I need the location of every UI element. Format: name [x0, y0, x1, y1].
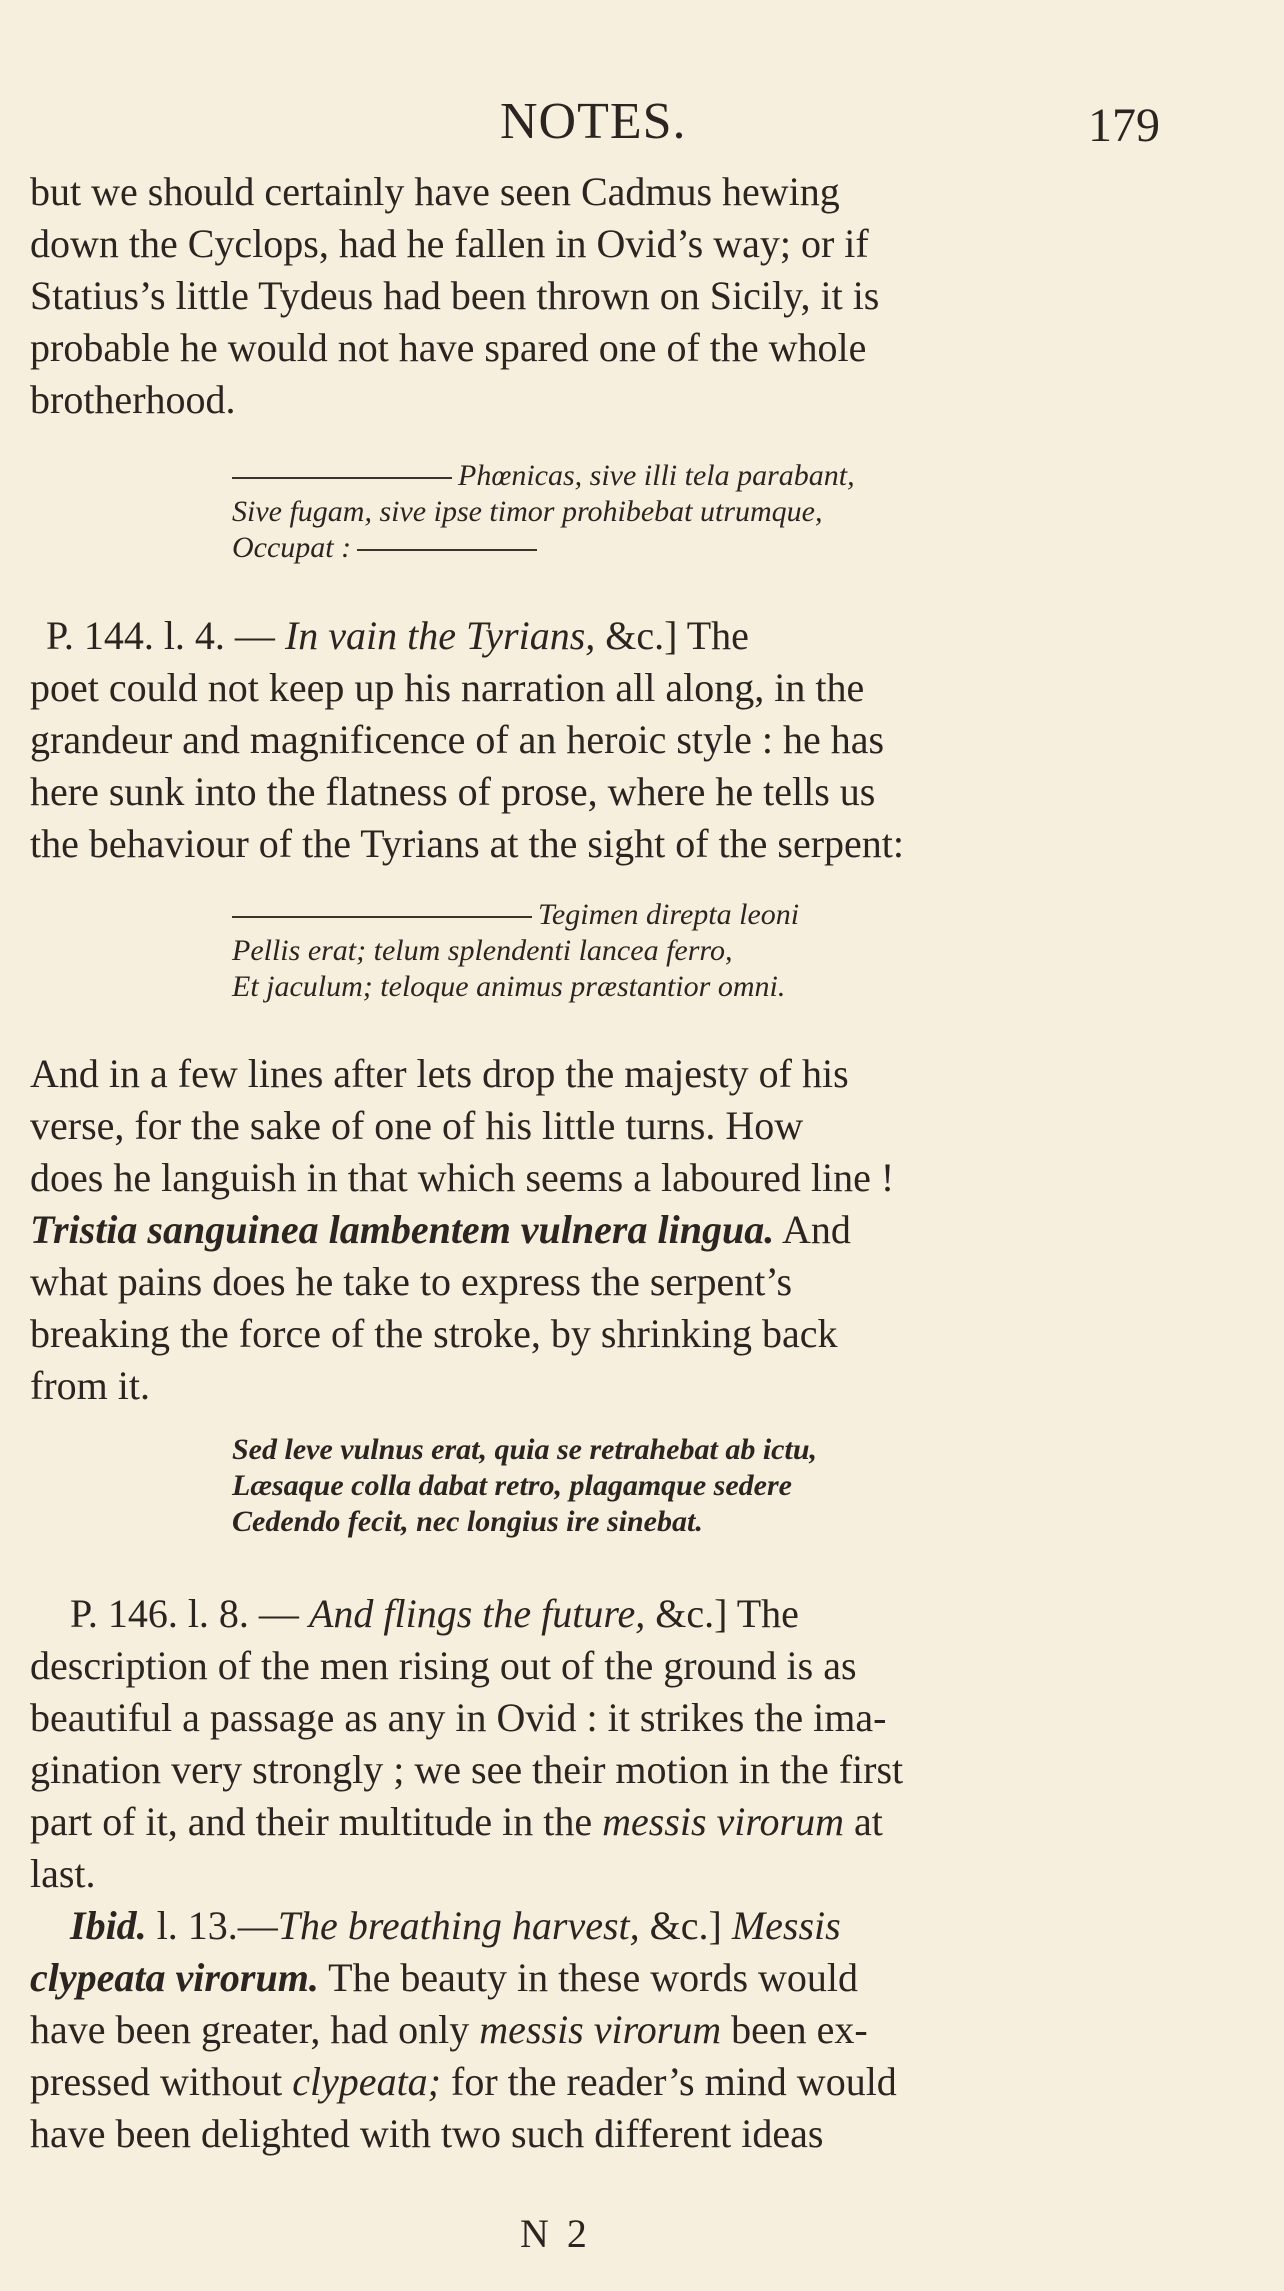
- latin-phrase: messis virorum: [479, 2007, 722, 2052]
- note-lemma: And flings the future,: [308, 1591, 646, 1636]
- ibid-marker: Ibid.: [70, 1903, 147, 1948]
- quote-line: Sive fugam, sive ipse timor prohibebat utrumque,: [232, 495, 823, 528]
- quote-line: Tegimen direpta leoni: [232, 897, 799, 933]
- latin-phrase: clypeata;: [292, 2059, 441, 2104]
- text-line: have been greater, had only messis virorum been ex-: [30, 2007, 868, 2052]
- text-line: poet could not keep up his narration all along, in the: [30, 665, 865, 710]
- text-line: beautiful a passage as any in Ovid : it strikes the ima-: [30, 1695, 887, 1740]
- note-paragraph: [30, 1588, 1150, 1900]
- dash-rule: [232, 916, 532, 918]
- text-line: probable he would not have spared one of the whole: [30, 325, 867, 370]
- page-number: 179: [1088, 99, 1160, 152]
- latin-phrase: Messis: [731, 1903, 841, 1948]
- latin-quotation: [232, 1432, 817, 1540]
- note-heading-line: P. 146. l. 8. — And flings the future, &c.] The: [70, 1591, 799, 1636]
- quote-line: Sed leve vulnus erat, quia se retrahebat ab ictu,: [232, 1433, 817, 1466]
- note-paragraph: [30, 1900, 1150, 2160]
- text-line: have been delighted with two such different ideas: [30, 2111, 824, 2156]
- text-line: description of the men rising out of the ground is as: [30, 1643, 857, 1688]
- text-line: does he languish in that which seems a laboured line !: [30, 1155, 895, 1200]
- quote-line: Occupat :: [232, 530, 855, 566]
- note-heading-line: Ibid. l. 13.—The breathing harvest, &c.] Messis: [70, 1903, 841, 1948]
- note-lemma: In vain the Tyrians,: [284, 613, 596, 658]
- page-header: [0, 92, 1284, 162]
- note-heading-line: P. 144. l. 4. — In vain the Tyrians, &c.] The: [46, 613, 749, 658]
- dash-rule: [357, 549, 537, 551]
- text-line: Tristia sanguinea lambentem vulnera lingua. And: [30, 1207, 851, 1252]
- text-line: the behaviour of the Tyrians at the sight of the serpent:: [30, 821, 905, 866]
- text-line: brotherhood.: [30, 377, 236, 422]
- paragraph-continuation: [30, 166, 1150, 426]
- text-line: Statius’s little Tydeus had been thrown on Sicily, it is: [30, 273, 880, 318]
- quote-line: Pellis erat; telum splendenti lancea ferro,: [232, 934, 733, 967]
- text-line: part of it, and their multitude in the messis virorum at: [30, 1799, 883, 1844]
- dash-rule: [232, 477, 452, 479]
- running-head: NOTES.: [500, 93, 687, 150]
- text-line: last.: [30, 1851, 96, 1896]
- note-lemma: The breathing harvest,: [277, 1903, 640, 1948]
- line-reference: l. 13.—: [156, 1903, 278, 1948]
- page-line-reference: P. 144. l. 4. —: [46, 613, 275, 658]
- commentary-paragraph: [30, 1048, 1150, 1412]
- text-line: here sunk into the flatness of prose, where he tells us: [30, 769, 876, 814]
- text-line: breaking the force of the stroke, by shrinking back: [30, 1311, 838, 1356]
- quote-line: Læsaque colla dabat retro, plagamque sedere: [232, 1469, 792, 1502]
- text-line: verse, for the sake of one of his little turns. How: [30, 1103, 804, 1148]
- text-line: down the Cyclops, had he fallen in Ovid’s way; or if: [30, 221, 869, 266]
- quote-line: Phœnicas, sive illi tela parabant,: [232, 458, 855, 494]
- signature-mark: N 2: [520, 2211, 591, 2256]
- page-line-reference: P. 146. l. 8. —: [70, 1591, 299, 1636]
- latin-phrase: messis virorum: [602, 1799, 844, 1844]
- text-line: from it.: [30, 1363, 150, 1408]
- latin-citation: Tristia sanguinea lambentem vulnera lingua.: [30, 1207, 775, 1252]
- latin-quotation: [232, 458, 855, 566]
- text-line: clypeata virorum. The beauty in these words would: [30, 1955, 859, 2000]
- quote-line: Cedendo fecit, nec longius ire sinebat.: [232, 1505, 703, 1538]
- text-line: And in a few lines after lets drop the majesty of his: [30, 1051, 849, 1096]
- text-line: but we should certainly have seen Cadmus hewing: [30, 169, 840, 214]
- text-line: grandeur and magnificence of an heroic style : he has: [30, 717, 885, 762]
- text-line: what pains does he take to express the serpent’s: [30, 1259, 793, 1304]
- text-line: gination very strongly ; we see their motion in the first: [30, 1747, 904, 1792]
- quote-line: Et jaculum; teloque animus præstantior omni.: [232, 970, 786, 1003]
- note-paragraph: [30, 610, 1150, 870]
- latin-quotation: [232, 897, 799, 1005]
- latin-phrase: clypeata virorum.: [30, 1955, 319, 2000]
- text-line: pressed without clypeata; for the reader’s mind would: [30, 2059, 897, 2104]
